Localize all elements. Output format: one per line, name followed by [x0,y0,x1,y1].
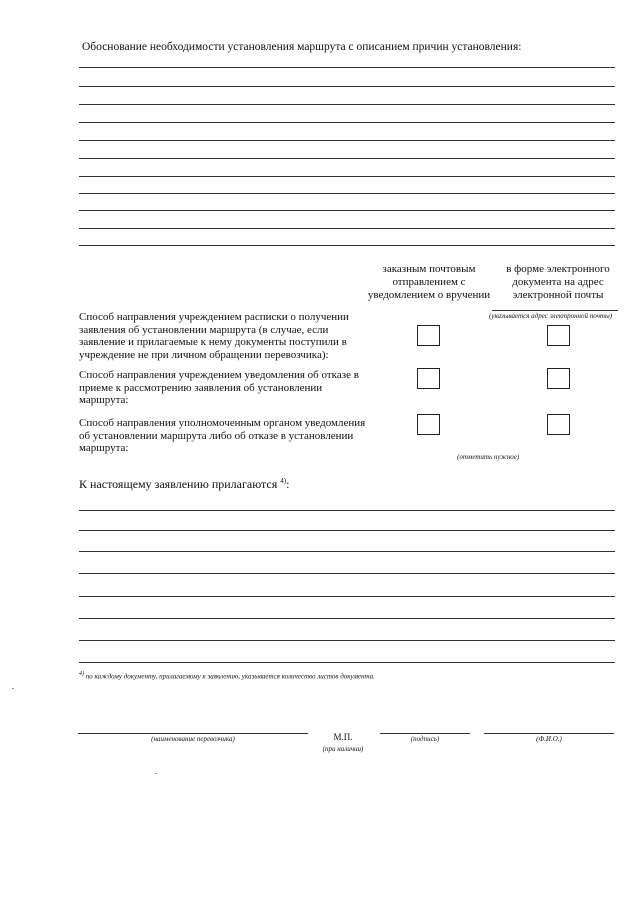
stamp-label: М.П. [333,732,353,742]
footnote [79,671,375,680]
attachments-heading: К настоящему заявлению прилагаются $^{4)}$: [79,477,290,491]
scan-speck [12,688,14,689]
full-name-line[interactable] [484,733,614,734]
delivery-row-label: Способ направления уполномоченным органом уведомления об установлении маршрута либо об отказе в установлении маршрута: [79,417,366,454]
signature-line[interactable] [380,733,470,734]
justification-line[interactable] [79,158,615,159]
justification-line[interactable] [79,104,615,105]
footnote-text: по каждому документу, прилагаемому к заявлению, указывается количество листов документа. [85,672,375,681]
attachment-line[interactable] [79,640,615,641]
attachment-line[interactable] [79,551,615,552]
attachment-line[interactable] [79,573,615,574]
delivery-row-label: Способ направления учреждением расписки о получении заявления об установлении маршрута (в случае, если заявление и прилагаемые к нему документы поступили в учреждение не при личном обращении перевозчика): [79,311,349,361]
attachment-line[interactable] [79,662,615,663]
justification-line[interactable] [79,86,615,87]
justification-line[interactable] [79,193,615,194]
stamp-note: (при наличии) [322,745,364,753]
checkbox-receipt-registered-mail[interactable] [417,325,440,346]
footnote-mark: 4) [79,671,84,677]
justification-line[interactable] [79,228,615,229]
attachment-line[interactable] [79,618,615,619]
scan-speck [155,773,157,774]
justification-line[interactable] [79,122,615,123]
full-name-caption: (Ф.И.О.) [536,735,562,743]
electronic-address-line[interactable] [492,310,618,311]
attachments-heading-text: К настоящему заявлению прилагаются [79,477,278,491]
column-header-electronic: в форме электронного документа на адрес электронной почты [506,263,610,301]
carrier-name-line[interactable] [78,733,308,734]
attachment-line[interactable] [79,510,615,511]
mark-hint: (отметить нужное) [457,453,520,461]
justification-line[interactable] [79,210,615,211]
column-header-registered-mail: заказным почтовым отправлением с уведомлением о вручении [367,263,491,301]
checkbox-refusal-electronic[interactable] [547,368,570,389]
checkbox-refusal-registered-mail[interactable] [417,368,440,389]
checkbox-receipt-electronic[interactable] [547,325,570,346]
carrier-name-caption: (наименование перевозчика) [151,735,235,743]
delivery-row-label: Способ направления учреждением уведомления об отказе в приеме к рассмотрению заявления об установлении маршрута: [79,369,359,406]
checkbox-decision-registered-mail[interactable] [417,414,440,435]
footnote-reference: 4) [280,477,287,485]
electronic-address-hint: (указывается адрес электронной почты) [489,312,613,320]
checkbox-decision-electronic[interactable] [547,414,570,435]
justification-line[interactable] [79,140,615,141]
justification-line[interactable] [79,245,615,246]
justification-heading: Обоснование необходимости установления маршрута с описанием причин установления: [82,41,522,53]
justification-line[interactable] [79,176,615,177]
attachment-line[interactable] [79,530,615,531]
justification-line[interactable] [79,67,615,68]
signature-caption: (подпись) [410,735,440,743]
attachment-line[interactable] [79,596,615,597]
